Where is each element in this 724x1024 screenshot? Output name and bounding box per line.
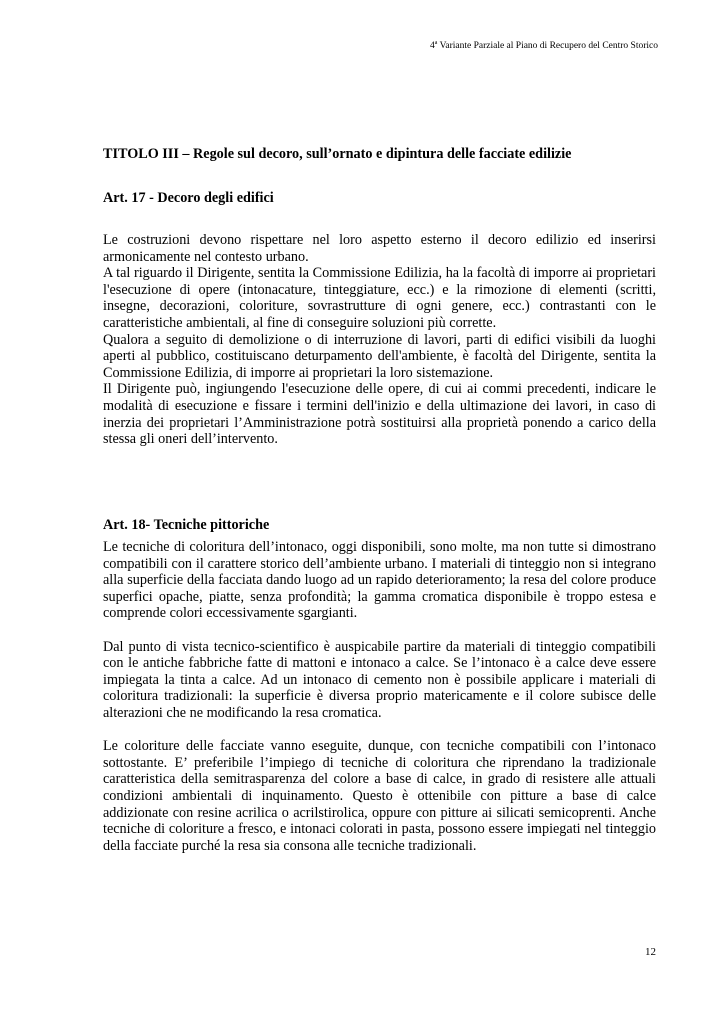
art17-paragraph-2: A tal riguardo il Dirigente, sentita la Commissione Edilizia, ha la facoltà di imporre ai proprietari l'esecuzione di opere (intonacature, tinteggiature, ecc.) e la rimozione di elementi (scritti, insegne, decorazioni, coloriture, sovrastrutture di ogni genere, ecc.) contrastanti con le caratteristiche ambientali, al fine di conseguire soluzioni più corrette. [103,265,656,331]
art17-paragraph-4: Il Dirigente può, ingiungendo l'esecuzione delle opere, di cui ai commi precedenti, indicare le modalità di esecuzione e fissare i termini dell'inizio e della ultimazione dei lavori, in caso di inerzia dei proprietari l’Amministrazione potrà sostituirsi alla proprietà ponendo a carico della stessa gli oneri dell’intervento. [103,381,656,448]
running-header [430,40,658,51]
art18-paragraph-1: Le tecniche di coloritura dell’intonaco, oggi disponibili, sono molte, ma non tutte si dimostrano compatibili con il carattere storico dell’ambiente urbano. I materiali di tinteggio non si integrano alla superficie della facciata dando luogo ad un rapido deterioramento; la resa del colore produce superfici opache, piatte, senza profondità; la gamma cromatica disponibile è troppo estesa e comprende colori eccessivamente sgargianti. [103,539,656,622]
art18-body [103,539,656,854]
header-ordinal-suffix: a [434,40,438,46]
paragraph-gap [103,722,656,739]
art17-paragraph-3: Qualora a seguito di demolizione o di interruzione di lavori, parti di edifici visibili da luoghi aperti al pubblico, costituiscano deturpamento dell'ambiente, è facoltà del Dirigente, sentita la Commissione Edilizia, di imporre ai proprietari la loro sistemazione. [103,331,656,381]
header-text: Variante Parziale al Piano di Recupero del Centro Storico [437,41,658,52]
page-number: 12 [645,946,656,958]
art17-heading: Art. 17 - Decoro degli edifici [103,190,274,206]
paragraph-gap [103,622,656,639]
art17-paragraph-1: Le costruzioni devono rispettare nel loro aspetto esterno il decoro edilizio ed inserirsi armonicamente nel contesto urbano. [103,232,656,265]
art18-paragraph-3: Le coloriture delle facciate vanno eseguite, dunque, con tecniche compatibili con l’intonaco sottostante. E’ preferibile l’impiego di tecniche di coloritura che riprendano la tradizionale caratteristica della semitrasparenza del colore a base di calce, in grado di resistere alle attuali condizioni ambientali di inquinamento. Questo è ottenibile con pitture a base di calce addizionate con resine acrilica o acrilstirolica, oppure con pitture ai silicati semicoprenti. Anche tecniche di coloriture a fresco, e intonaci colorati in pasta, possono essere impiegati nel tinteggio della facciate purché la resa sia consona alle tecniche tradizionali. [103,738,656,854]
art18-heading: Art. 18- Tecniche pittoriche [103,517,270,533]
art17-body [103,232,656,448]
art18-paragraph-2: Dal punto di vista tecnico-scientifico è auspicabile partire da materiali di tinteggio compatibili con le antiche fabbriche fatte di mattoni e intonaco a calce. Se l’intonaco è a calce deve essere impiegata la tinta a calce. Ad un intonaco di cemento non è possibile applicare i materiali di coloritura tradizionali: la superficie è diversa proprio matericamente e il colore subisce delle alterazioni che ne modificando la resa cromatica. [103,638,656,721]
section-title: TITOLO III – Regole sul decoro, sull’ornato e dipintura delle facciate edilizie [103,146,572,162]
header-ordinal: 4 [429,41,435,52]
